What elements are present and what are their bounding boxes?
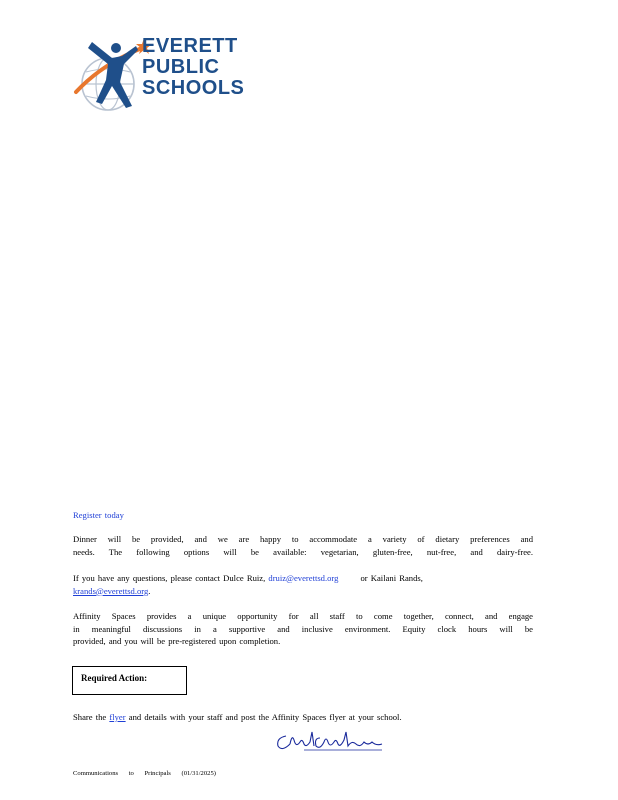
logo-line-2: PUBLIC [142,56,220,78]
register-link[interactable]: Register today [73,510,124,520]
email-link-druiz[interactable]: druiz@everettsd.org [268,573,339,583]
logo-line-1: EVERETT [142,35,238,57]
footer-note: Communications to Principals (01/31/2025) [73,770,216,777]
contact-suffix: . [148,585,151,596]
signature-image [274,728,386,754]
logo-text [142,36,244,99]
dinner-line-1: Dinner will be provided, and we are happy to accommodate a variety of dietary preferences and [73,534,533,544]
share-suffix: and details with your staff and post the Affinity Spaces flyer at your school. [128,712,402,722]
dinner-line-2: needs. The following options will be available: vegetarian, gluten-free, nut-free, and dairy-free. [73,546,533,557]
required-action-box [72,666,187,695]
contact-prefix: If you have any questions, please contact Dulce Ruiz, [73,573,266,583]
affinity-paragraph [73,610,533,648]
affinity-line-1: Affinity Spaces provides a unique opportunity for all staff to come together, connect, and engage [73,611,533,621]
share-prefix: Share the [73,712,107,722]
contact-paragraph [73,572,533,597]
flyer-link[interactable]: flyer [109,712,126,722]
required-action-label: Required Action: [81,673,148,683]
email-link-krands[interactable]: krands@everettsd.org [73,585,149,596]
contact-middle: or Kailani Rands, [360,573,423,583]
dinner-paragraph [73,533,533,558]
share-paragraph [73,711,533,724]
affinity-line-3: provided, and you will be pre-registered upon completion. [73,636,281,646]
affinity-line-2: in meaningful discussions in a supportive and inclusive environment. Equity clock hours will be [73,623,533,634]
logo-line-3: SCHOOLS [142,77,245,99]
